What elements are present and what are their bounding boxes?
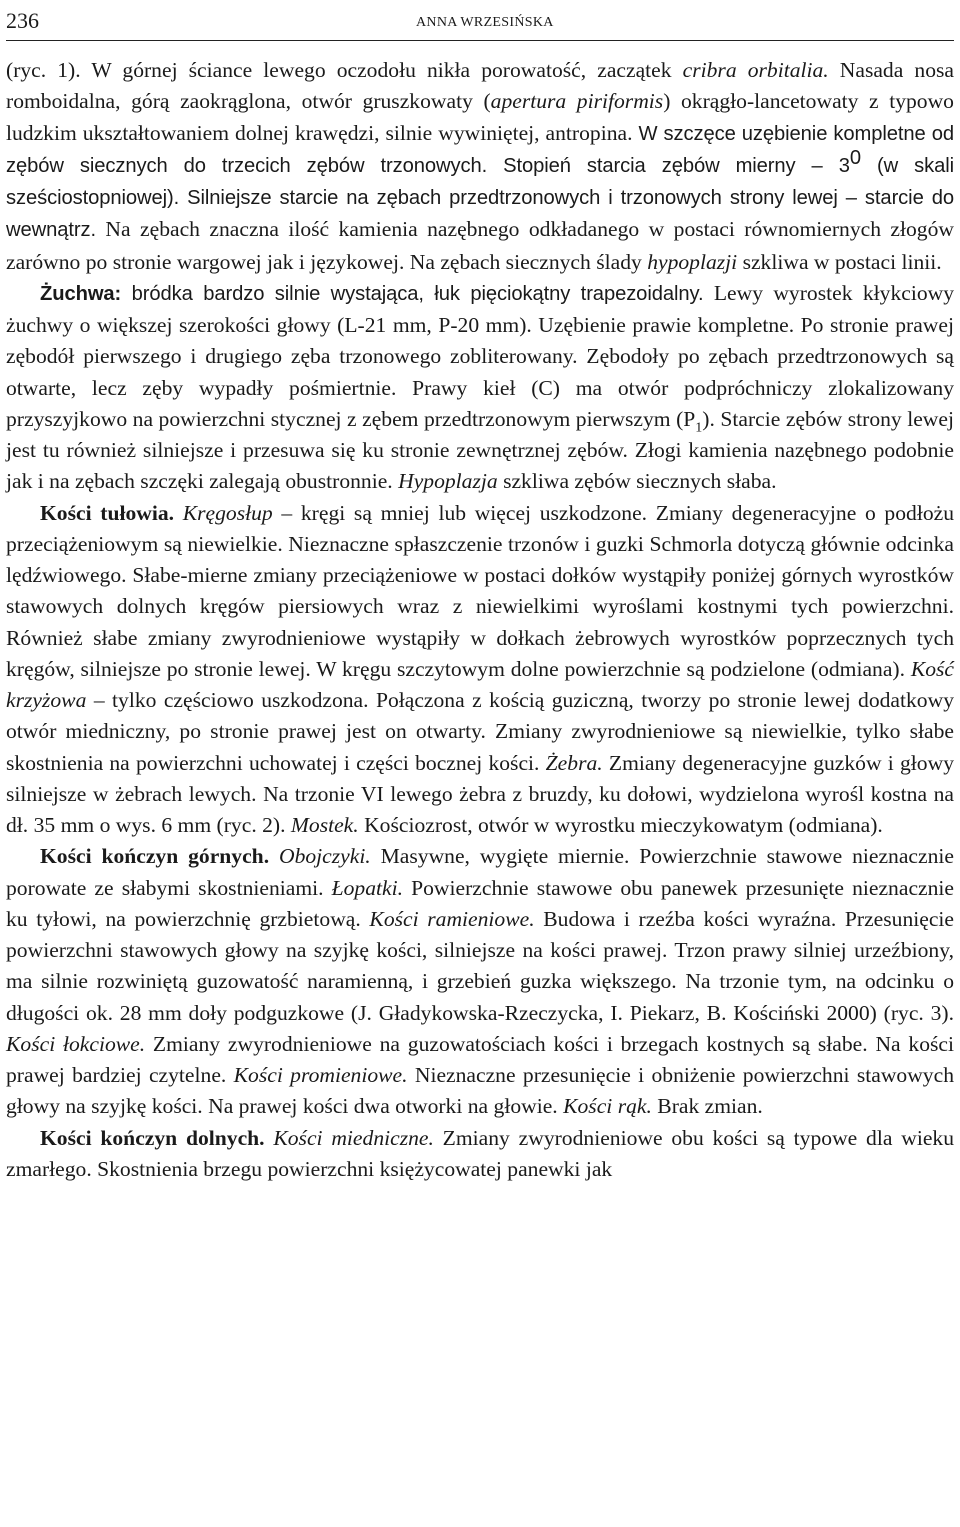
text-segment-sans: bródka bardzo silnie wystająca, łuk pięciokątny trapezoidalny. (121, 282, 704, 305)
text-segment: szkliwa zębów siecznych słaba. (497, 469, 777, 494)
section-heading: Żuchwa: (40, 282, 122, 305)
text-segment: ) okrągło-lancetowaty z typowo ludzkim ukształtowaniem dolnej krawędzi, silnie wywiniętej, antropina. (6, 89, 954, 145)
italic-term: Kość krzyżowa (6, 656, 954, 712)
text-segment: (ryc. 1). W górnej ściance lewego oczodołu nikła porowatość, zaczątek (6, 58, 683, 82)
italic-term: Mostek. (290, 813, 359, 837)
text-segment: Kościozrost, otwór w wyrostku mieczykowatym (odmiana). (358, 813, 883, 837)
text-segment: szkliwa w postaci linii. (737, 249, 942, 274)
superscript: 0 (849, 146, 861, 169)
italic-term: cribra orbitalia. (682, 58, 829, 82)
text-segment: Nasada nosa romboidalna, górą zaokrąglona, otwór gruszkowaty ( (6, 58, 954, 114)
paragraph-mandible (6, 278, 954, 498)
italic-term: Kości rąk. (563, 1094, 652, 1119)
italic-term: Żebra. (545, 750, 603, 775)
section-heading: Kości kończyn dolnych. (40, 1125, 265, 1150)
text-segment: Zmiany degeneracyjne guzków i głowy silniejsze w żebrach lewych. Na trzonie VI lewego żebra z bruzdy, ku dołowi, wydzielona wyrośl kostna na dł. 35 mm o wys. 6 mm (ryc. 2). (6, 750, 954, 837)
italic-term: hypoplazji (647, 249, 738, 274)
text-segment-sans: (w skali sześciostopniowej). Silniejsze starcie na zębach przedtrzonowych i trzonowych strony lewej – starcie do wewnątrz. (6, 154, 954, 242)
italic-term: Łopatki. (331, 875, 404, 900)
italic-term: Hypoplazja (398, 469, 498, 494)
subscript: 1 (695, 419, 703, 436)
text-segment: ). Starcie zębów strony lewej jest tu również silniejsze i przesuwa się ku stronie zewnętrznej zębów. Złogi kamienia nazębnego podobnie jak i na zębach szczęki zalegają obustronnie. (6, 406, 954, 494)
paragraph-lower-limb-bones (6, 1123, 954, 1186)
header-rule (6, 40, 954, 41)
paragraph-skull-upper (6, 55, 954, 278)
text-segment: – tylko częściowo uszkodzona. Połączona z kością guziczną, tworzy po stronie lewej dodatkowy otwór miedniczny, po stronie prawej jest on otwarty. Zmiany zwyrodnieniowe są niewielkie, tylko słabe skostnienia na powierzchni uchowatej i części bocznej kości. (6, 688, 954, 775)
italic-term: Kości ramieniowe. (369, 906, 535, 931)
paragraph-trunk-bones (6, 498, 954, 842)
italic-term: Kręgosłup (182, 500, 273, 525)
body-text (6, 55, 954, 1185)
section-heading: Kości kończyn górnych. (40, 844, 270, 869)
italic-term: Obojczyki. (278, 844, 371, 869)
text-segment: Powierzchnie stawowe obu panewek przesunięte nieznacznie ku tyłowi, na powierzchnię grzbietową. (6, 875, 954, 931)
text-segment: Zmiany zwyrodnieniowe na guzowatościach kości i brzegach kostnych są słabe. Na kości prawej bardziej czytelne. (6, 1031, 954, 1087)
page-header (6, 4, 954, 40)
text-segment: Masywne, wygięte miernie. Powierzchnie stawowe nieznacznie porowate ze słabymi skostnieniami. (6, 844, 954, 900)
text-segment: Na zębach znaczna ilość kamienia nazębnego odkładanego w postaci równomiernych złogów zarówno po stronie wargowej jak i językowej. Na zębach siecznych ślady (6, 217, 954, 274)
running-title: ANNA WRZESIŃSKA (416, 15, 554, 30)
text-segment (269, 844, 279, 868)
text-segment: – kręgi są mniej lub więcej uszkodzone. Zmiany degeneracyjne o podłożu przeciążeniowym są niewielkie. Nieznaczne spłaszczenie trzonów i guzki Schmorla dotyczą głównie odcinka lędźwiowego. Słabe-mierne zmiany przeciążeniowe w postaci dołków wystąpiły poniżej górnych wyrostków stawowych dolnych kręgów piersiowych wraz z niewielkimi wyroślami kostnymi tych powierzchni. Również słabe zmiany zwyrodnieniowe wystąpiły w dołkach żebrowych wyrostków poprzecznych tych kręgów, silniejsze po stronie lewej. W kręgu szczytowym dolne powierzchnie są podzielone (odmiana). (6, 500, 954, 681)
italic-term: Kości łokciowe. (6, 1031, 146, 1056)
italic-term: Kości miedniczne. (273, 1125, 434, 1150)
text-segment (174, 501, 183, 525)
paragraph-upper-limb-bones (6, 841, 954, 1122)
text-segment: Brak zmian. (651, 1094, 763, 1119)
text-segment-sans: W szczęce uzębienie kompletne od zębów siecznych do trzecich zębów trzonowych. Stopień starcia zębów mierny – 3 (6, 122, 954, 177)
text-segment: Lewy wyrostek kłykciowy żuchwy o większej szerokości głowy (L-21 mm, P-20 mm). Uzębienie prawie kompletne. Po stronie prawej zębodół pierwszego i drugiego zęba trzonowego zobliterowany. Zębodoły po zębach przedtrzonowych są otwarte, lecz zęby wypadły pośmiertnie. Prawy kieł (C) ma otwór podpróchniczy zlokalizowany przyszyjkowo na powierzchni stycznej z zębem przedtrzonowym pierwszym (P (6, 280, 955, 431)
text-segment: Budowa i rzeźba kości wyraźna. Przesunięcie powierzchni stawowych głowy na szyjkę kości, silniejsze na kości prawej. Trzon prawy silniej urzeźbiony, ma silnie rozwiniętą guzowatość naramienną, i grzebień guzka większego. Na trzonie tym, na odcinku o długości ok. 28 mm doły podguzkowe (J. Gładykowska-Rzeczycka, I. Piekarz, B. Kościński 2000) (ryc. 3). (6, 906, 954, 1025)
italic-term: Kości promieniowe. (233, 1063, 408, 1087)
italic-term: apertura piriformis (490, 89, 664, 114)
text-segment: Zmiany zwyrodnieniowe obu kości są typowe dla wieku zmarłego. Skostnienia brzegu powierzchni księżycowatej panewki jak (6, 1125, 954, 1181)
page (6, 0, 954, 1185)
page-number: 236 (6, 8, 39, 33)
text-segment: Nieznaczne przesunięcie i obniżenie powierzchni stawowych głowy na szyjkę kości. Na prawej kości dwa otworki na głowie. (6, 1063, 954, 1119)
section-heading: Kości tułowia. (40, 500, 175, 525)
